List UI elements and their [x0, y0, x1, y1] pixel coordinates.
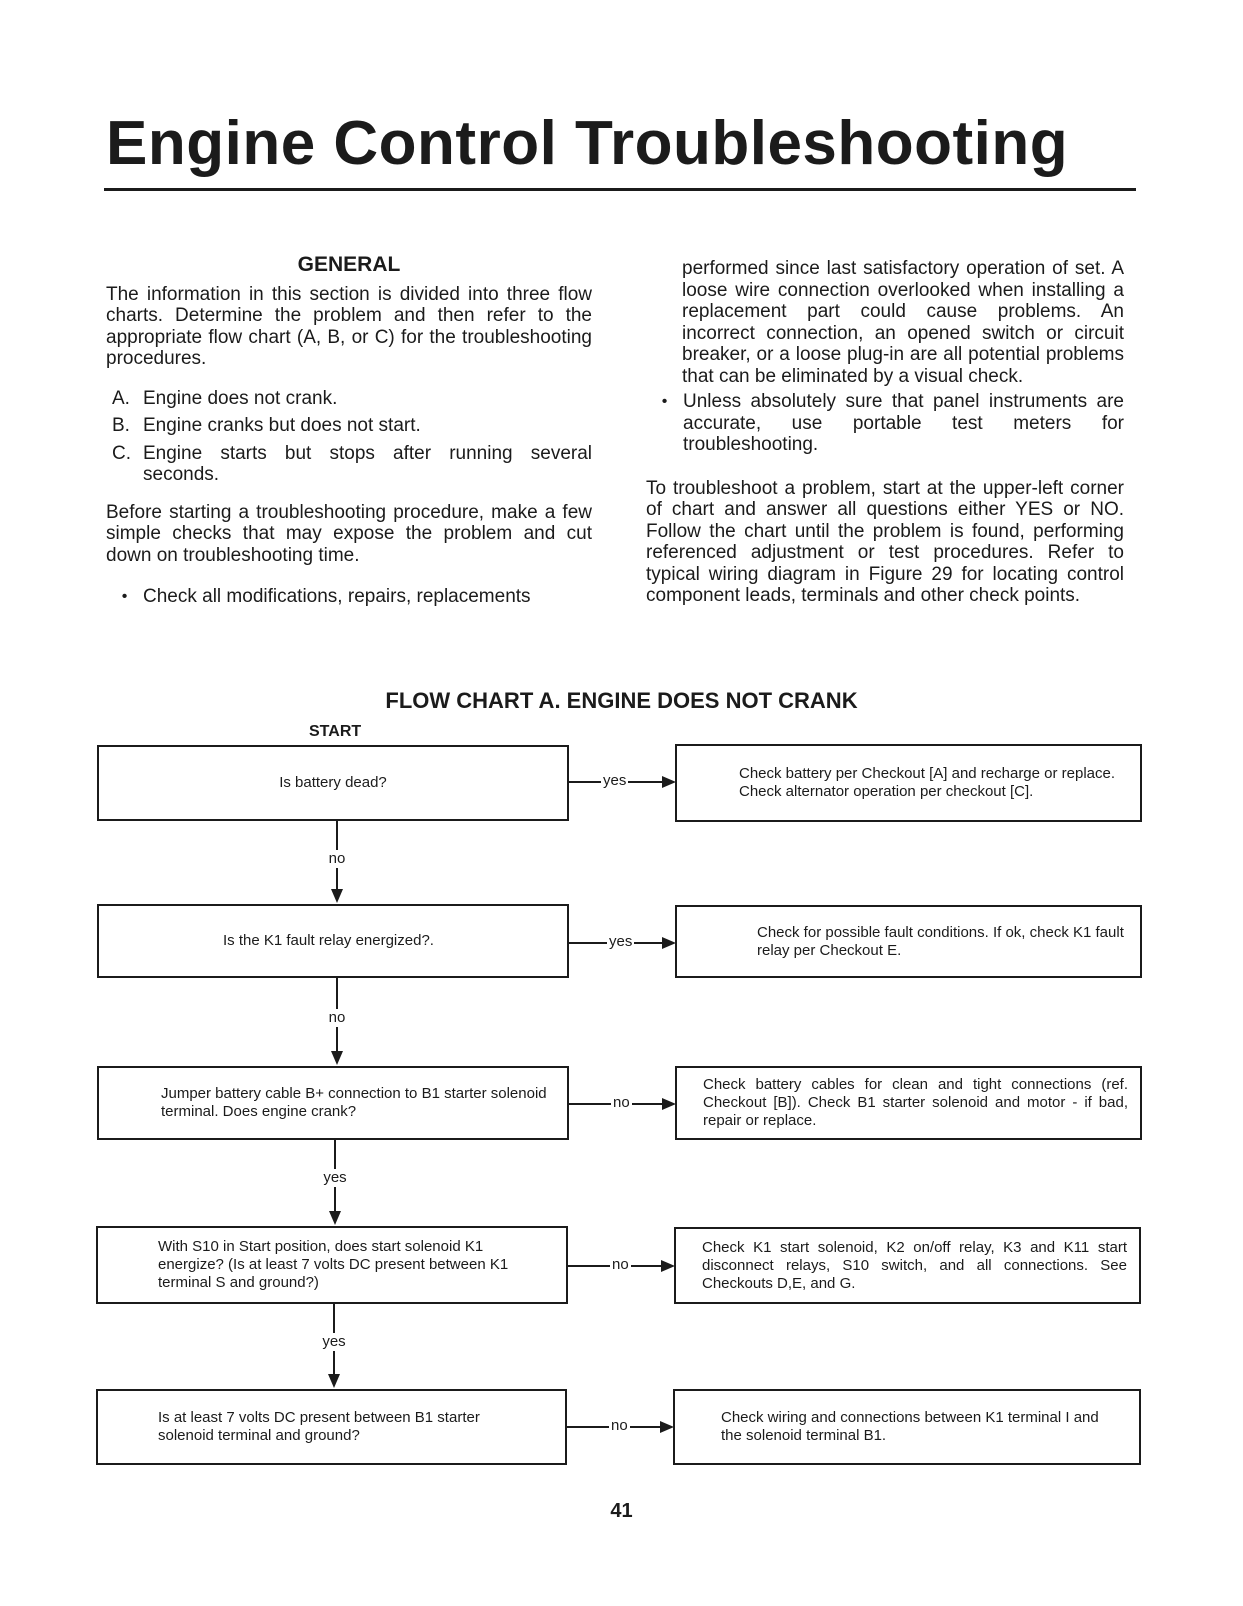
arrow-down-icon	[329, 1211, 341, 1225]
branch-label: yes	[609, 933, 633, 950]
bullet-text: Unless absolutely sure that panel instruments are accurate, use portable test meters for troubleshooting.	[683, 391, 1124, 455]
down-label: yes	[320, 1169, 350, 1187]
list-text: Engine does not crank.	[143, 387, 338, 409]
chart-list	[106, 388, 592, 486]
arrow-right-icon	[662, 776, 676, 788]
down-connector	[322, 821, 352, 904]
question-box	[97, 1066, 569, 1140]
down-connector	[322, 978, 352, 1066]
down-connector	[319, 1304, 349, 1389]
intro-paragraph: The information in this section is divided into three flow charts. Determine the problem and then refer to the appropriate flow chart (A, B, or C) for the troubleshooting procedures.	[106, 283, 592, 369]
action-text: Check for possible fault conditions. If ok, check K1 fault relay per Checkout E.	[757, 923, 1124, 959]
arrow-down-icon	[331, 889, 343, 903]
right-column	[646, 258, 1124, 607]
arrow-right-icon	[662, 1098, 676, 1110]
branch-label: yes	[603, 772, 627, 789]
check-bullet	[106, 586, 592, 608]
bullet-text: Check all modifications, repairs, replacements	[143, 586, 531, 607]
action-text: Check K1 start solenoid, K2 on/off relay, K3 and K11 start disconnect relays, S10 switch, and all connections. See Checkouts D,E, and G.	[702, 1238, 1127, 1292]
question-box	[97, 904, 569, 978]
down-label: no	[322, 850, 352, 868]
list-text: Engine cranks but does not start.	[143, 415, 421, 436]
question-box	[96, 1226, 568, 1304]
action-text: Check wiring and connections between K1 terminal I and the solenoid terminal B1.	[721, 1409, 1099, 1444]
arrow-right-icon	[660, 1421, 674, 1433]
branch-label: no	[613, 1094, 630, 1111]
question-text: Is at least 7 volts DC present between B1 starter solenoid terminal and ground?	[158, 1409, 480, 1444]
question-text: Jumper battery cable B+ connection to B1 starter solenoid terminal. Does engine crank?	[161, 1085, 547, 1120]
check-bullet	[646, 391, 1124, 456]
bullet-icon: •	[661, 393, 668, 410]
checks-continued: performed since last satisfactory operation of set. A loose wire connection overlooked when installing a replacement part could cause problems. An incorrect connection, an opened switch or circuit breaker, or a loose plug-in are all potential problems that can be eliminated by a visual check.	[682, 258, 1124, 387]
down-label: yes	[319, 1333, 349, 1351]
bullet-icon: •	[121, 588, 128, 605]
action-box	[675, 905, 1142, 978]
general-heading: GENERAL	[297, 253, 401, 276]
action-text: Check battery per Checkout [A] and recharge or replace. Check alternator operation per checkout [C].	[739, 765, 1116, 800]
arrow-right-icon	[662, 937, 676, 949]
arrow-down-icon	[328, 1374, 340, 1388]
flowchart-title: FLOW CHART A. ENGINE DOES NOT CRANK	[385, 688, 858, 713]
procedure-paragraph: To troubleshoot a problem, start at the upper-left corner of chart and answer all questions either YES or NO. Follow the chart until the problem is found, performing referenced adjustment or test procedures. Refer to typical wiring diagram in Figure 29 for locating control component leads, terminals and other check points.	[646, 477, 1124, 606]
down-label: no	[322, 1009, 352, 1027]
title-rule	[104, 188, 1136, 191]
list-letter: C.	[112, 442, 131, 464]
page-number: 41	[610, 1500, 633, 1522]
action-box	[673, 1389, 1141, 1465]
branch-label: no	[611, 1417, 628, 1434]
list-letter: A.	[112, 387, 130, 409]
action-box	[675, 1066, 1142, 1140]
question-text: With S10 in Start position, does start solenoid K1 energize? (Is at least 7 volts DC present between K1 terminal S and ground?)	[158, 1238, 509, 1291]
arrow-right-icon	[661, 1260, 675, 1272]
left-column	[106, 254, 592, 608]
action-text: Check battery cables for clean and tight connections (ref. Checkout [B]). Check B1 starter solenoid and motor - if bad, repair or replace.	[703, 1076, 1128, 1129]
action-box	[674, 1227, 1141, 1304]
page-title: Engine Control Troubleshooting	[106, 109, 1069, 178]
before-paragraph: Before starting a troubleshooting procedure, make a few simple checks that may expose the problem and cut down on troubleshooting time.	[106, 501, 592, 566]
question-box	[97, 745, 569, 821]
start-label: START	[309, 723, 362, 740]
list-letter: B.	[112, 415, 130, 436]
list-text: Engine starts but stops after running several seconds.	[143, 442, 592, 485]
list-item	[106, 443, 592, 486]
question-text: Is the K1 fault relay energized?.	[223, 932, 434, 949]
branch-label: no	[612, 1256, 629, 1273]
down-connector	[320, 1140, 350, 1226]
question-text: Is battery dead?	[279, 774, 387, 791]
question-box	[96, 1389, 567, 1465]
action-box	[675, 744, 1142, 822]
list-item	[106, 388, 592, 410]
arrow-down-icon	[331, 1051, 343, 1065]
list-item	[106, 415, 592, 437]
